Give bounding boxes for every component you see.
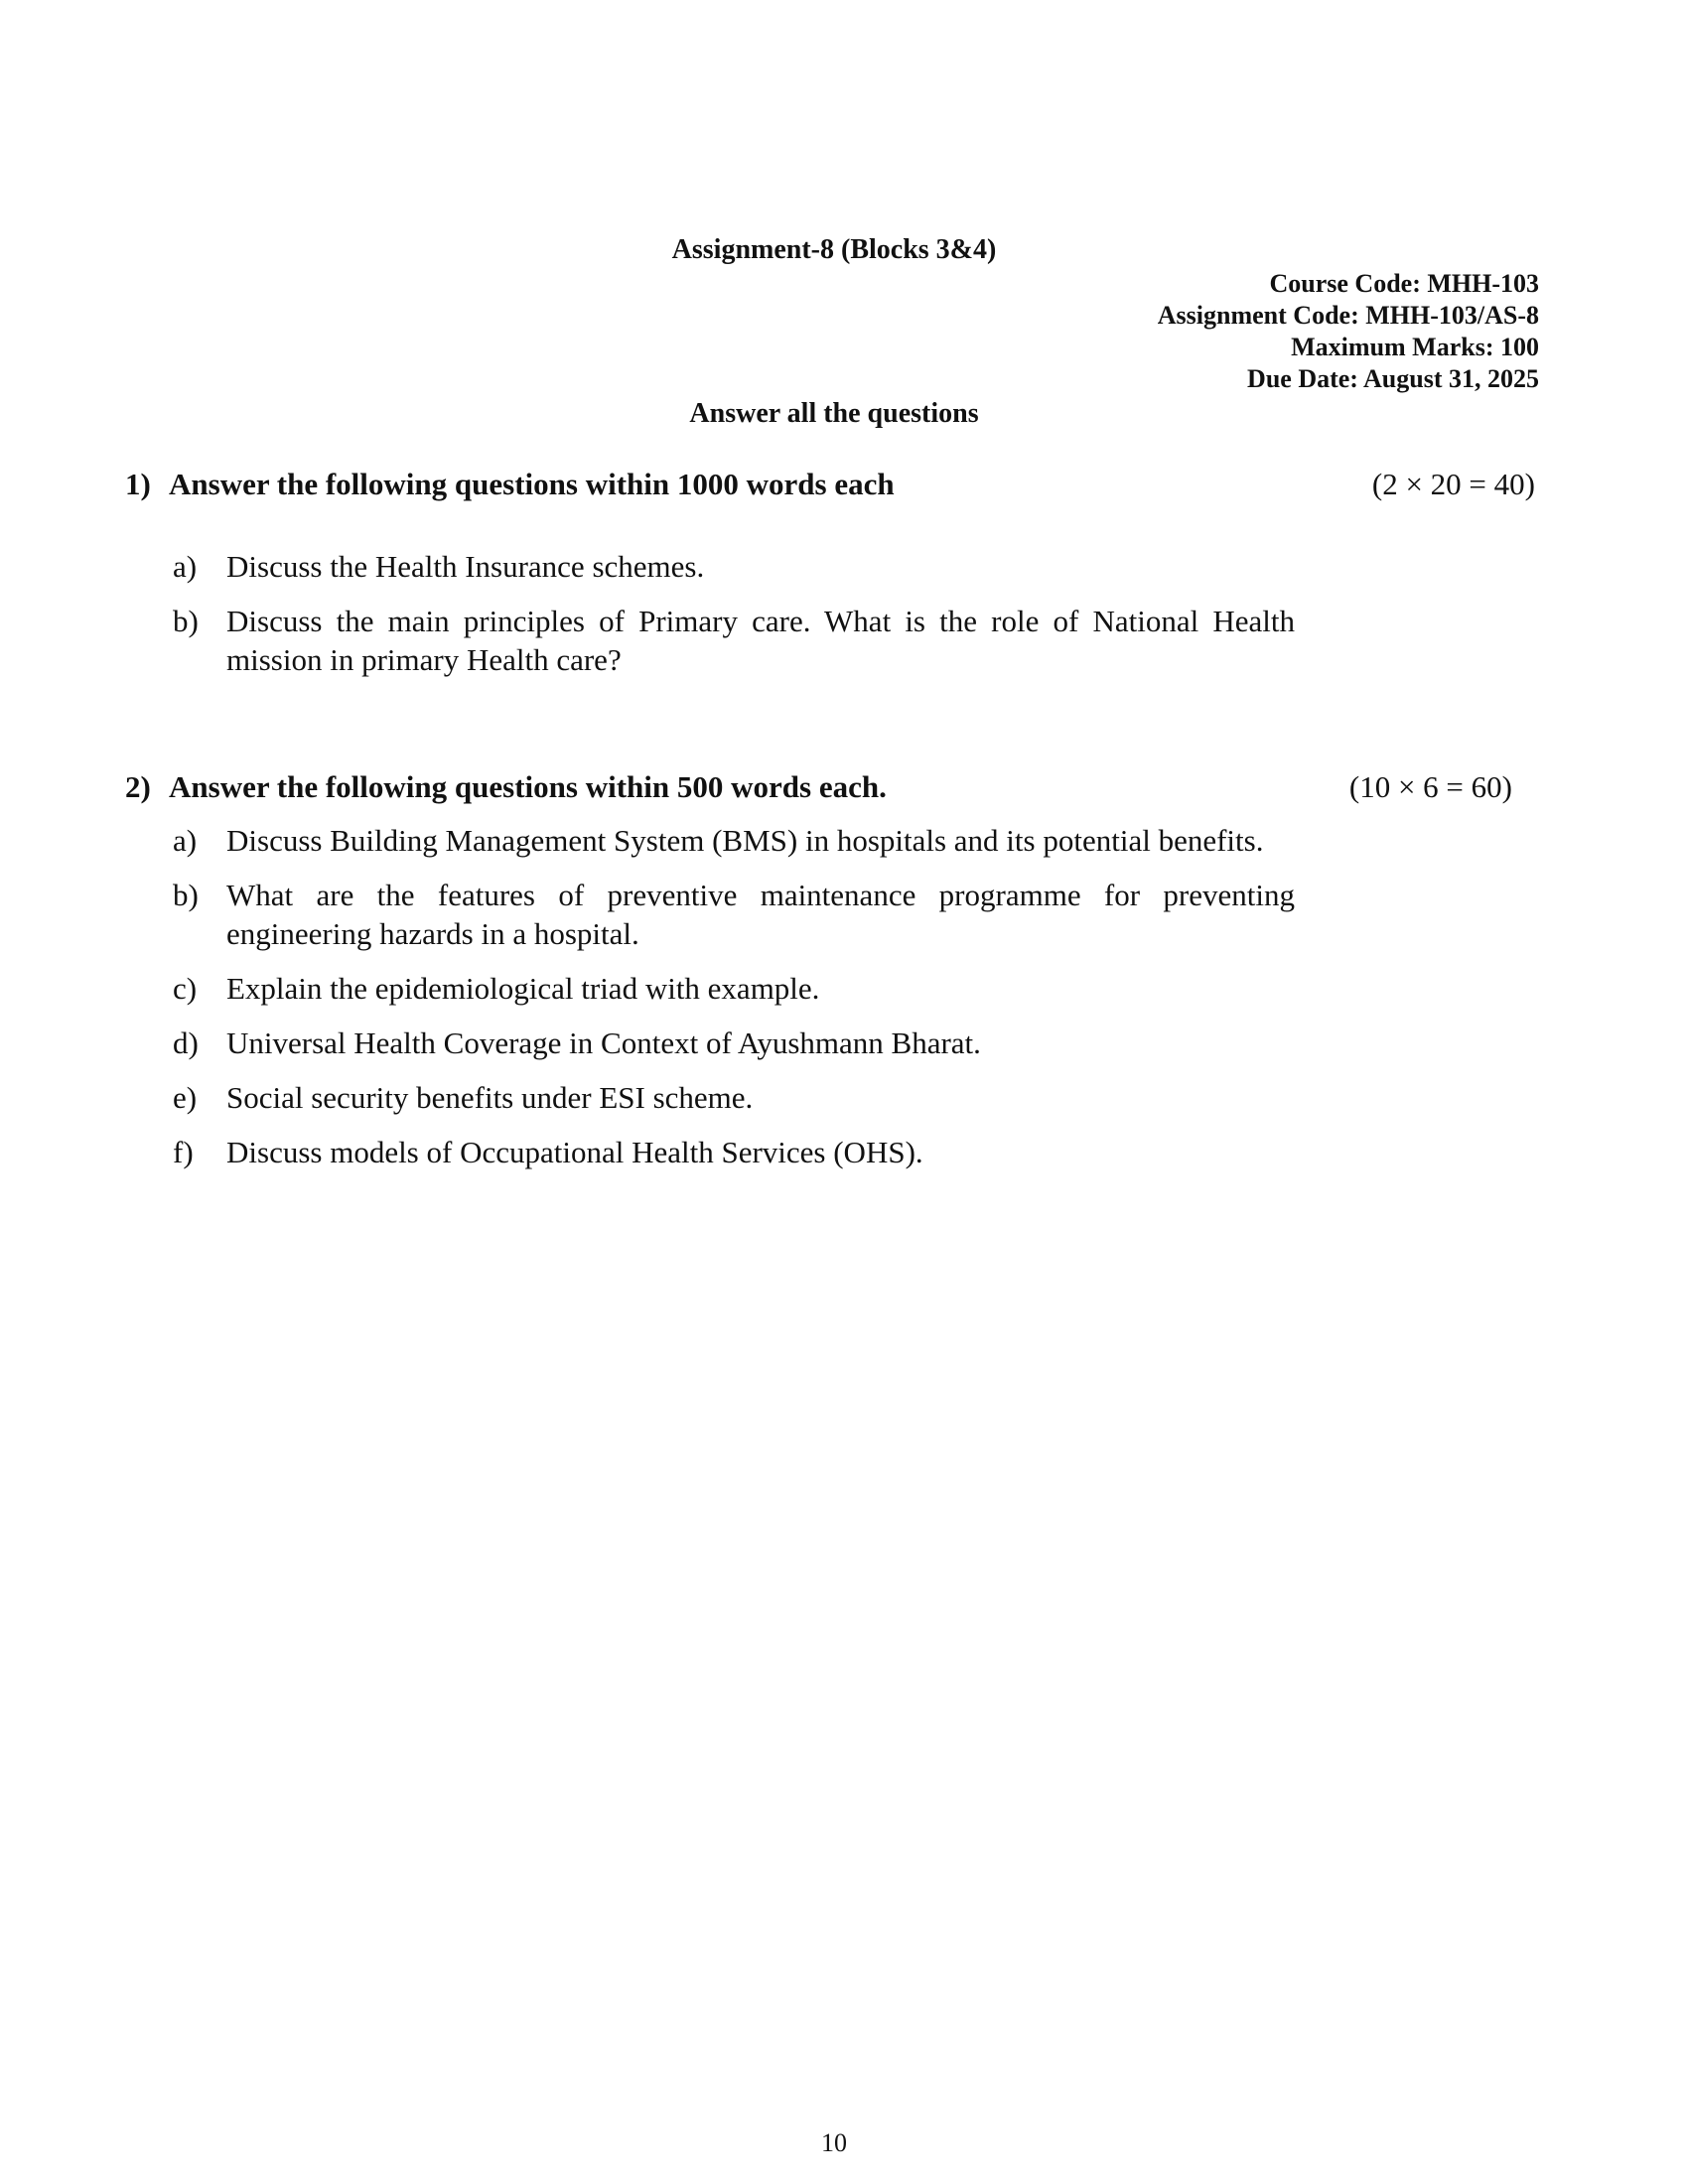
question-number: 2) [125, 769, 151, 804]
instruction: Answer all the questions [689, 398, 979, 429]
sub-question-letter: b) [173, 878, 199, 912]
assignment-meta [1158, 268, 1539, 395]
sub-question-letter: d) [173, 1025, 199, 1060]
sub-question-f [173, 1133, 1295, 1171]
page-number: 10 [821, 2128, 847, 2157]
question-text: Answer the following questions within 1000 words each [169, 467, 895, 501]
due-date: Due Date: August 31, 2025 [1247, 364, 1539, 393]
sub-question-letter: e) [173, 1080, 198, 1115]
sub-question-text: Discuss the Health Insurance schemes. [226, 549, 705, 584]
sub-question-b [173, 602, 1295, 679]
sub-question-text: Discuss Building Management System (BMS) in hospitals and its potential benefits. [226, 823, 1264, 858]
sub-question-letter: c) [173, 971, 198, 1006]
sub-question-a [173, 547, 1295, 586]
sub-question-a [173, 821, 1295, 860]
assignment-title: Assignment-8 (Blocks 3&4) [671, 234, 997, 265]
sub-question-letter: a) [173, 549, 198, 584]
sub-question-b [173, 876, 1295, 953]
sub-question-letter: b) [173, 604, 199, 638]
sub-question-list [173, 547, 1295, 679]
question-1 [125, 467, 1535, 695]
question-heading [125, 467, 1535, 506]
question-number: 1) [125, 467, 151, 501]
question-2 [125, 769, 1535, 1187]
sub-question-letter: f) [173, 1135, 194, 1169]
maximum-marks: Maximum Marks: 100 [1291, 333, 1539, 361]
question-marks: (10 × 6 = 60) [1348, 769, 1512, 804]
sub-question-text: Universal Health Coverage in Context of Ayushmann Bharat. [226, 1025, 981, 1060]
course-code: Course Code: MHH-103 [1269, 269, 1539, 298]
sub-question-list [173, 821, 1295, 1171]
sub-question-d [173, 1024, 1295, 1062]
sub-question-text: Explain the epidemiological triad with example. [226, 971, 820, 1006]
sub-question-letter: a) [173, 823, 198, 858]
sub-question-text: What are the features of preventive maintenance programme for preventing engineering hazards in a hospital. [226, 878, 1295, 951]
sub-question-text: Social security benefits under ESI scheme. [226, 1080, 754, 1115]
sub-question-text: Discuss the main principles of Primary care. What is the role of National Health mission in primary Health care? [226, 604, 1295, 677]
question-heading [125, 769, 1535, 809]
sub-question-c [173, 969, 1295, 1008]
question-marks: (2 × 20 = 40) [1371, 467, 1535, 501]
sub-question-e [173, 1078, 1295, 1117]
question-text: Answer the following questions within 500 words each. [169, 769, 887, 804]
assignment-code: Assignment Code: MHH-103/AS-8 [1157, 301, 1539, 330]
sub-question-text: Discuss models of Occupational Health Services (OHS). [226, 1135, 923, 1169]
